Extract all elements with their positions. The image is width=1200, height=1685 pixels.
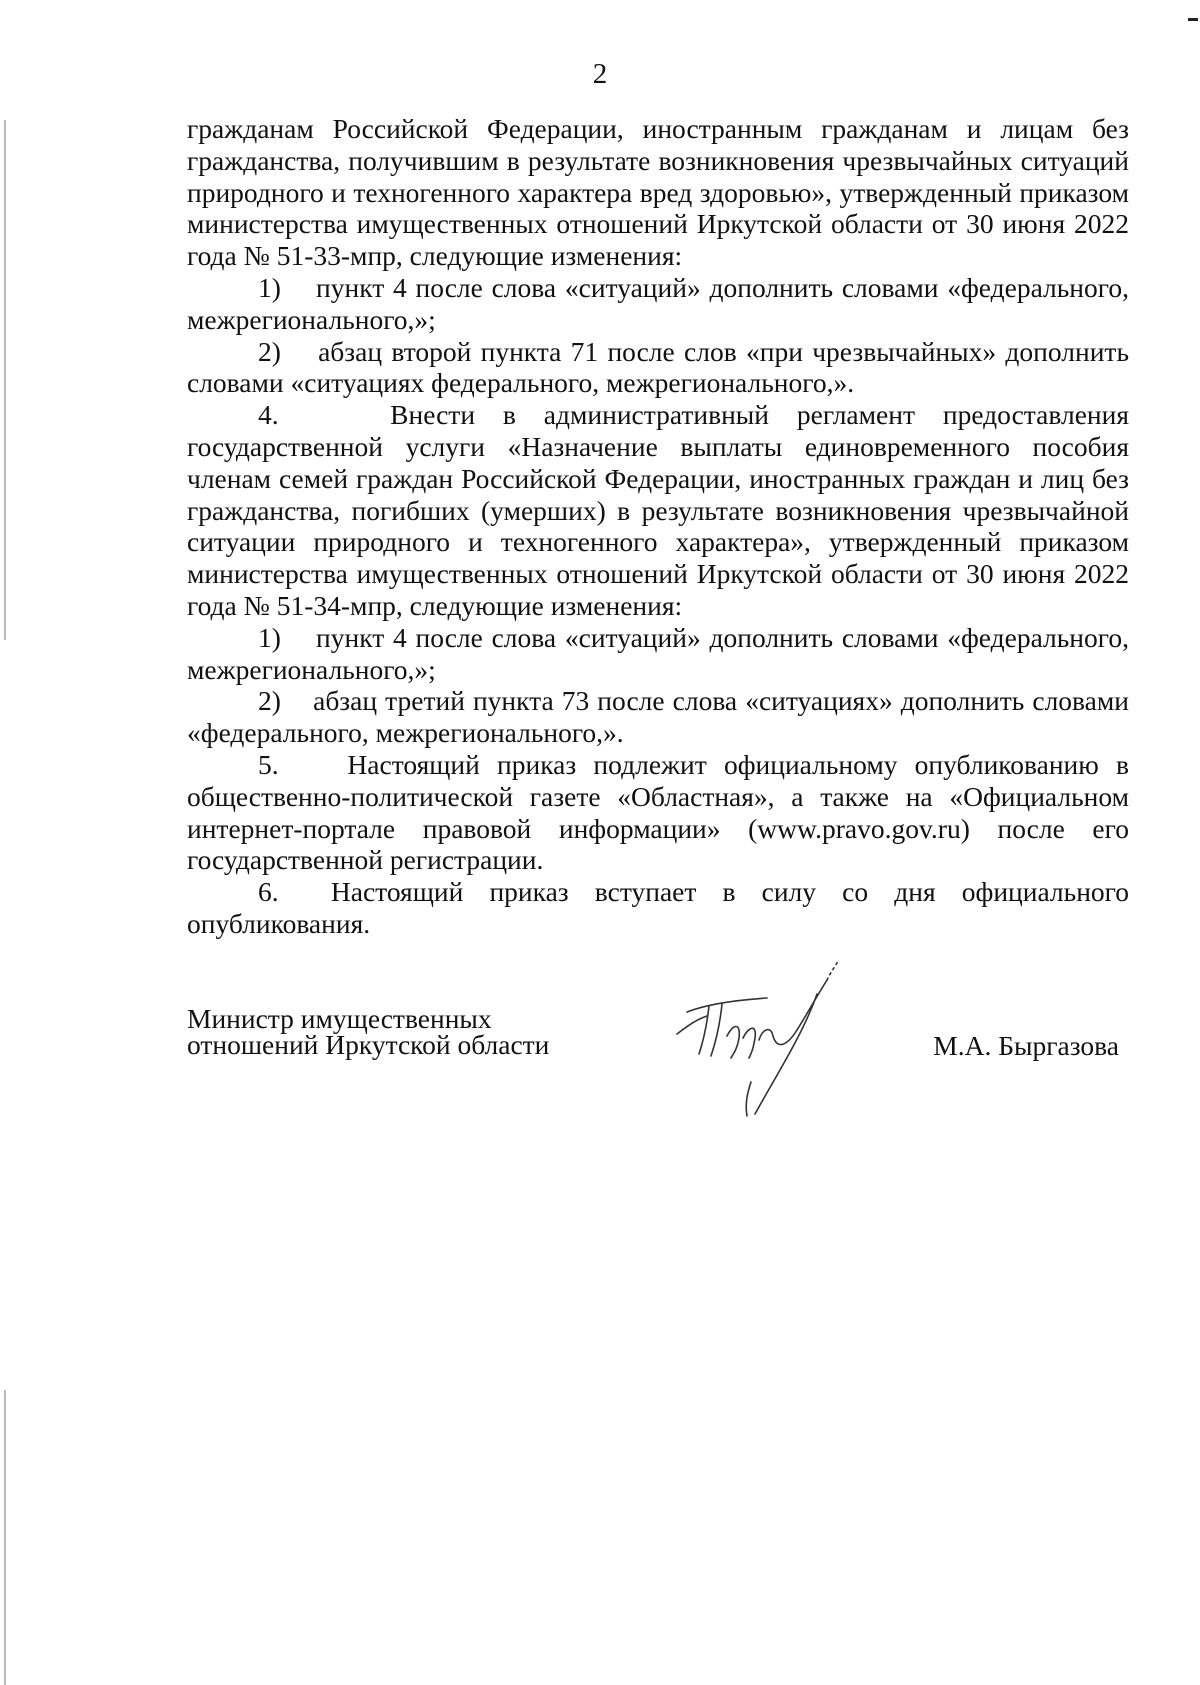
- paragraph-item-4-1: 1) пункт 4 после слова «ситуаций» дополнить словами «федерального, межрегионального,»;: [187, 621, 1129, 685]
- paragraph-item-4-2: 2) абзац третий пункта 73 после слова «ситуациях» дополнить словами «федерального, межрегионального,».: [187, 685, 1129, 749]
- document-body: [187, 113, 1129, 940]
- scan-margin-line-bottom: [4, 1390, 6, 1685]
- signer-name: М.А. Быргазова: [933, 1030, 1119, 1061]
- paragraph-section-5: 5. Настоящий приказ подлежит официальному опубликованию в общественно-политической газете «Областная», а также на «Официальном интернет-портале правовой информации» (www.pravo.gov.ru) после его государственной регистрации.: [187, 748, 1129, 876]
- scan-margin-line-top: [4, 120, 6, 640]
- paragraph-item-3-2: 2) абзац второй пункта 71 после слов «при чрезвычайных» дополнить словами «ситуациях федерального, межрегионального,».: [187, 335, 1129, 399]
- handwritten-signature: [667, 954, 867, 1129]
- signature-block: [187, 1003, 1129, 1166]
- paragraph-continuation: гражданам Российской Федерации, иностранным гражданам и лицам без гражданства, получившим в результате возникновения чрезвычайных ситуаций природного и техногенного характера вред здоровью», утвержденный приказом министерства имущественных отношений Иркутской области от 30 июня 2022 года № 51-33-мпр, следующие изменения:: [187, 113, 1129, 272]
- scan-speck: [1188, 18, 1198, 21]
- paragraph-section-4: 4. Внести в административный регламент предоставления государственной услуги «Назначение выплаты единовременного пособия членам семей граждан Российской Федерации, иностранных граждан и лиц без гражданства, погибших (умерших) в результате возникновения чрезвычайной ситуации природного и техногенного характера», утвержденный приказом министерства имущественных отношений Иркутской области от 30 июня 2022 года № 51-34-мпр, следующие изменения:: [187, 399, 1129, 621]
- signer-position: [187, 1003, 550, 1060]
- paragraph-item-3-1: 1) пункт 4 после слова «ситуаций» дополнить словами «федерального, межрегионального,»;: [187, 271, 1129, 335]
- signer-position-line-2: отношений Иркутской области: [187, 1029, 550, 1060]
- page-number: 2: [592, 58, 608, 90]
- signer-position-line-1: Министр имущественных: [187, 1003, 492, 1034]
- paragraph-section-6: 6. Настоящий приказ вступает в силу со дня официального опубликования.: [187, 876, 1129, 939]
